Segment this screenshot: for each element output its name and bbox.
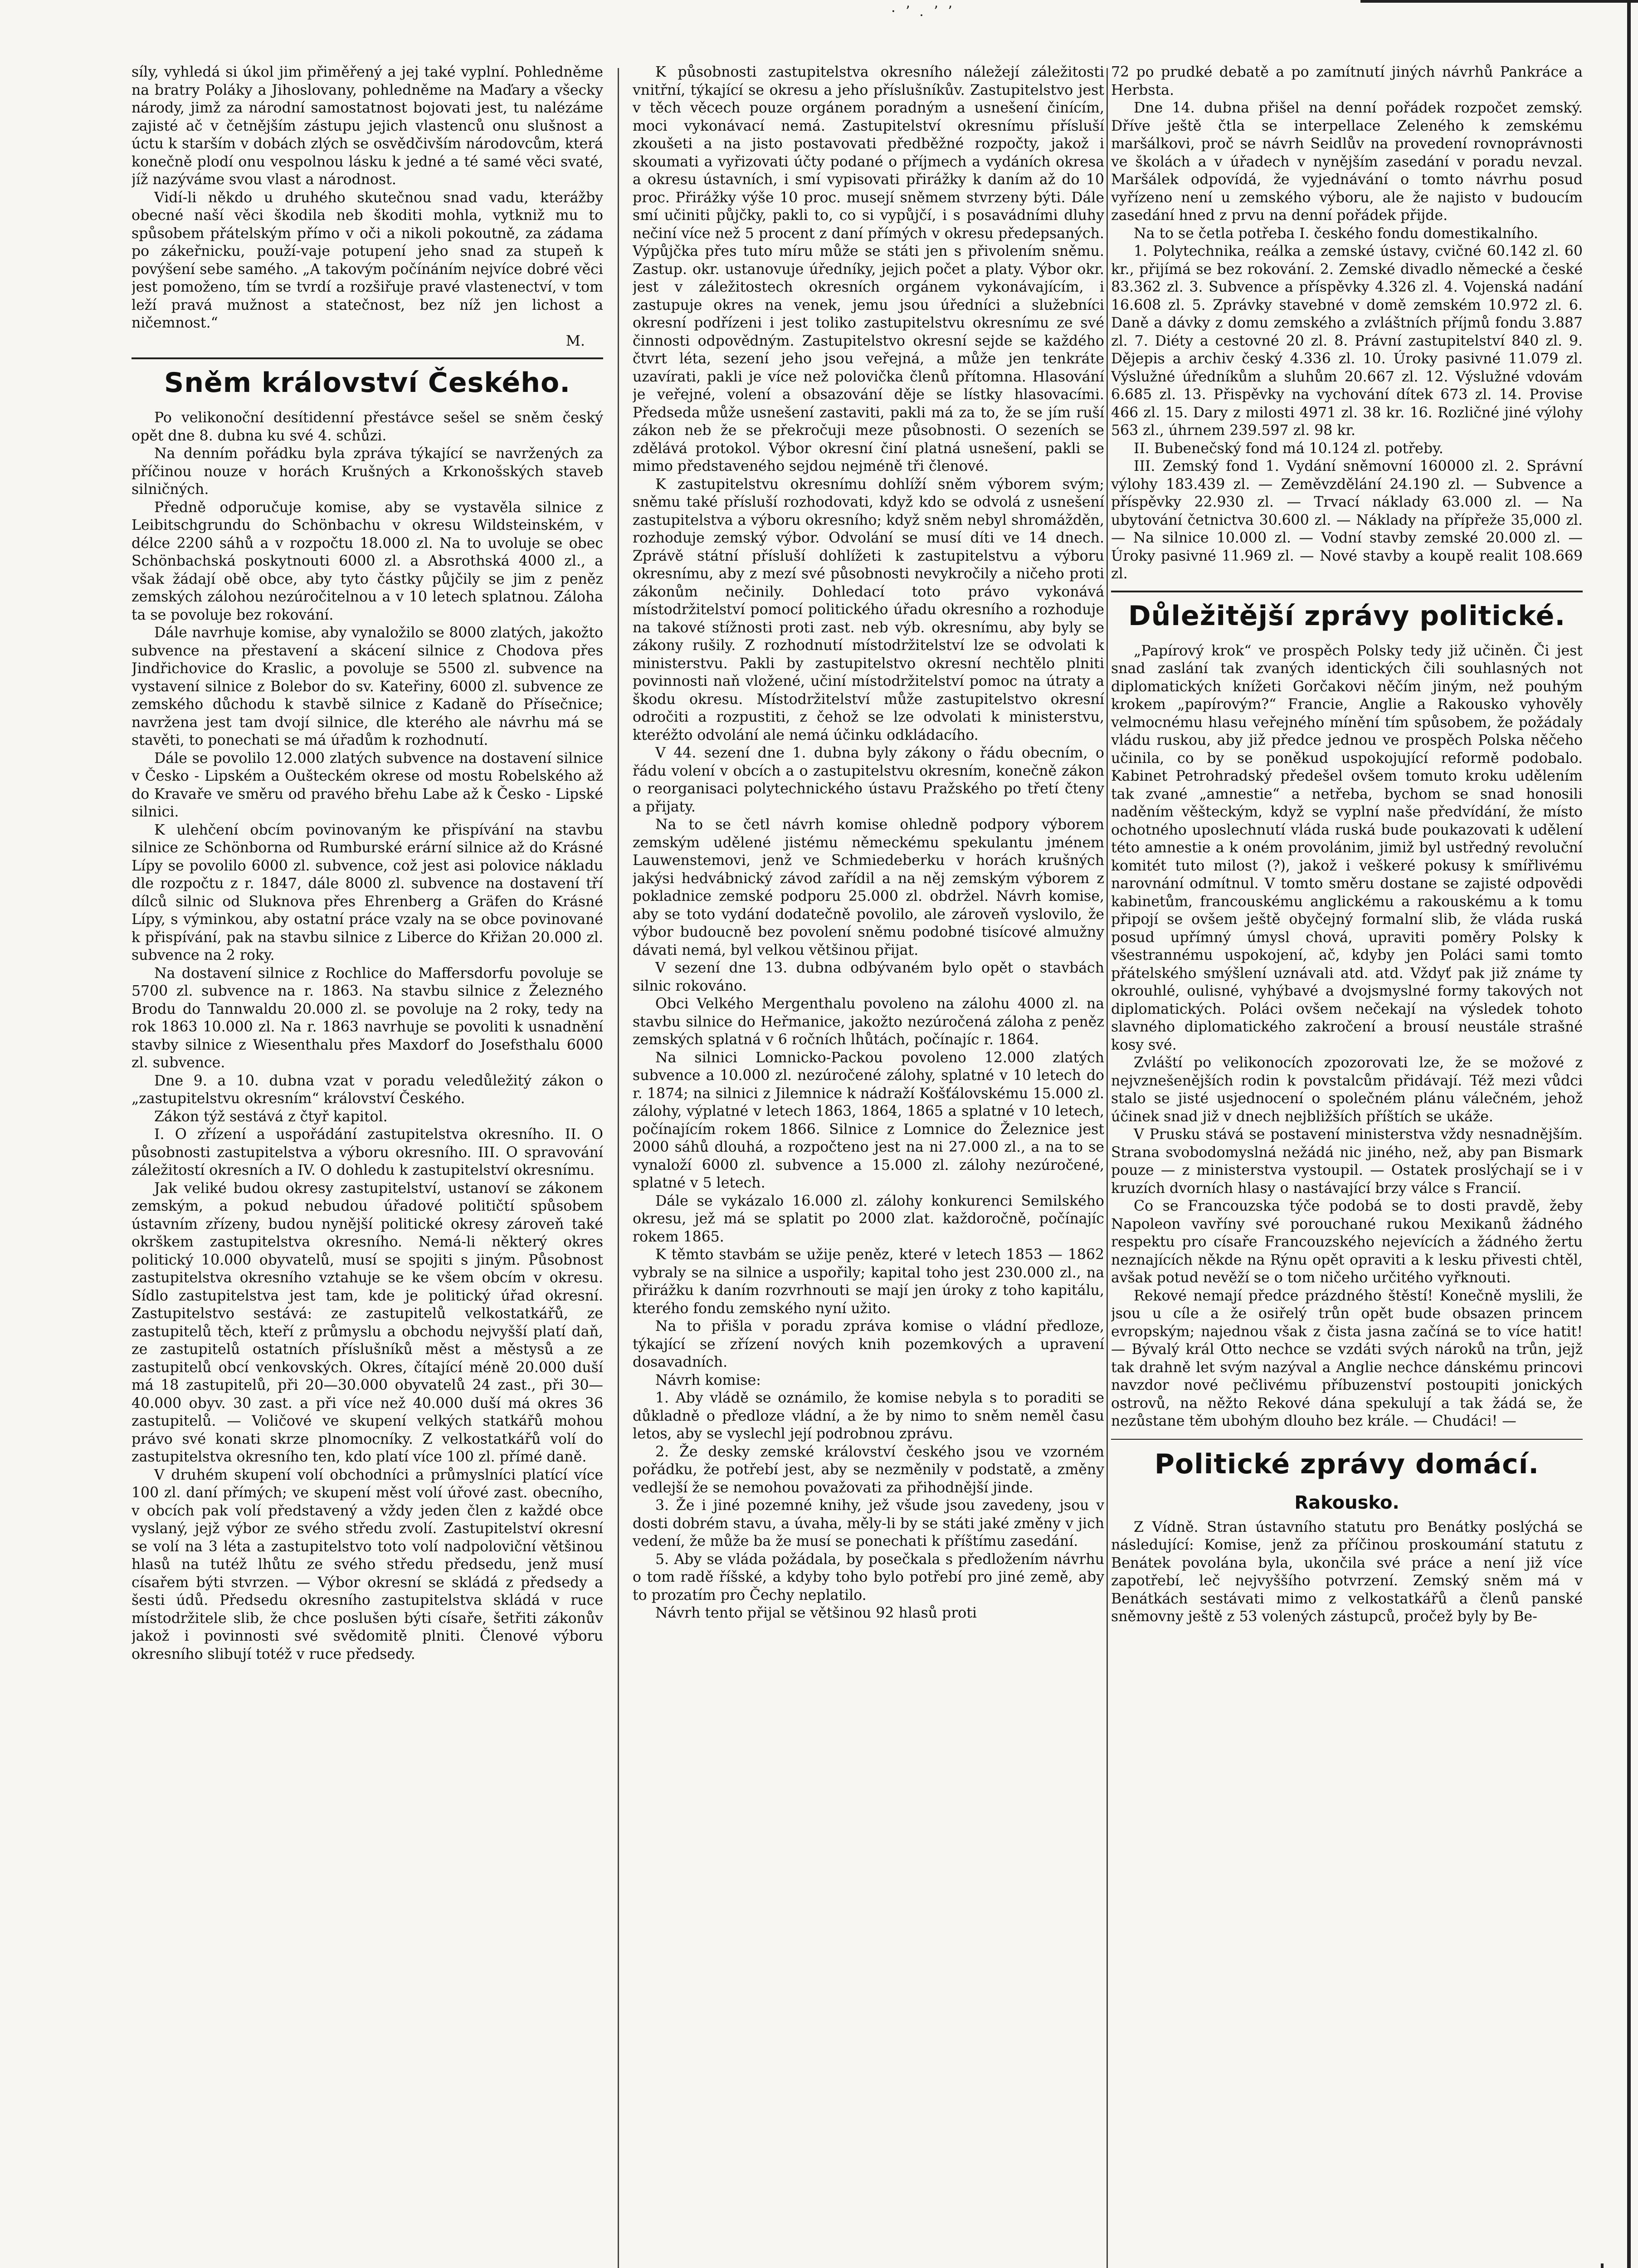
headline-domaci: Politické zprávy domácí. [1154,1448,1540,1480]
col2-paragraph: K těmto stavbám se užije peněz, které v letech 1853 — 1862 vybraly se na silnice a uspořily; kapital toho jest 230.000 zl., na přirážku k daním rozvrhnouti se mají jen úroky z toho kapitálu, kterého fondu zemského nyní užito. [633,1246,1104,1317]
col1-paragraph: V druhém skupení volí obchodníci a průmyslníci platící více 100 zl. daní přímých; ve skupení měst volí úřové zast. obecního, v obcích pak volí představený a vždy jeden člen z každé obce vyslaný, jejž výbor ze svého středu zvolí. Zastupitelství okresní se volí na 3 léta a zastupitelstvo toto volí nadpoloviční většinou hlasů na tutéž lhůtu ze svého středu předsedu, jenž musí císařem býti stvrzen. — Výbor okresní se skládá z předsedy a šesti údů. Předsedu okresního zastupitelstva skládá v ruce místodržitele slib, že chce poslušen býti císaře, šetřiti zákonův jakož i povinnosti své svědomitě plniti. Členové výboru okresního slibují totéž v ruce předsedy. [132,1466,603,1662]
col1-paragraph: Dále se povolilo 12.000 zlatých subvence na dostavení silnice v Česko - Lipském a Oušteckém okrese od mostu Robelského až do Kravaře ve směru od pravého břehu Labe až k Česko - Lipské silnici. [132,750,603,820]
col2-paragraph: Na to se četl návrh komise ohledně podpory výborem zemským udělené jistému německému spekulantu jménem Lauwenstemovi, jenž ve Schmiedeberku v horách krušných jakýsi hedvábnický závod zařídil a na něj zemským výborem z pokladnice zemské podporu 25.000 zl. obdržel. Návrh komise, aby se toto vydání dodatečně povolilo, ale zároveň vyslovilo, že výbor budoucně bez povolení sněmu podobné tisícové almužny dávati nemá, byl velkou většinou přijat. [633,816,1104,958]
col2-paragraph: V sezení dne 13. dubna odbývaném bylo opět o stavbách silnic rokováno. [633,960,1104,994]
col3-paragraph: Z Vídně. Stran ústavního statutu pro Benátky poslýchá se následující: Komise, jenž za příčinou proskoumání statutu z Benátek povolána byla, ukončila své práce a není již více zapotřebí, leč nejvyššího potvrzení. Zemský sněm má v Benátkách sestávati mimo z velkostatkářů a členů panské sněmovny ještě z 53 volených zástupců, pročež byly by Be- [1111,1519,1583,1625]
col2-paragraph: 5. Aby se vláda požádala, by posečkala s předložením návrhu o tom radě říšské, a kdyby toho bylo potřebí pro jiné země, aby to prozatím pro Čechy neplatilo. [633,1551,1104,1603]
column-3 [1111,64,1583,2268]
col2-paragraph: 3. Že i jiné pozemné knihy, jež všude jsou zavedeny, jsou v dosti dobrém stavu, a úvaha, měly-li by se státi jaké změny v jich vedení, že může ba že musí se ponechati k příštímu zasedání. [633,1497,1104,1549]
col3-paragraph: Co se Francouzska týče podobá se to dosti pravdě, žeby Napoleon vavříny své porouchané rukou Mexikanů žádného respektu pro císaře Francouzského nejevících a žádného žertu neznajících někde na Rýnu opět opraviti a k lesku přivesti chtěl, avšak potud nevěží se o tom ničeho určitého vyřknouti. [1111,1198,1583,1286]
col1-paragraph: Předně odporučuje komise, aby se vystavěla silnice z Leibitschgrundu do Schönbachu v okresu Wildsteinském, v délce 2200 sáhů a v rozpočtu 18.000 zl. Na to uvoluje se obec Schönbachská poskytnouti 6000 zl. a Absrothská 4000 zl., a však žádají obě obce, aby tyto částky půjčily se jim z peněz zemských zálohou nezúročitelnou a v 10 letech splatnou. Záloha ta se povoluje bez rokování. [132,499,603,623]
col3-paragraph: Rekové nemají předce prázdného štěstí! Konečně myslili, že jsou u cíle a že osiřelý trůn opět bude obsazen princem evropským; najednou však z čista jasna začíná se to více hatit! — Bývalý král Otto nechce se vzdáti svých nároků na trůn, jejž tak drahně let svým nazýval a Anglie nechce dánskému princovi navzdor nové pečlivému příbuzenství postoupiti jonických ostrovů, na něžto Rekové dána spekulují a tak žádá se, že nezůstane těm ubohým dlouho bez krále. — Chudáci! — [1111,1287,1583,1429]
col2-paragraph: Návrh tento přijal se většinou 92 hlasů proti [655,1605,977,1621]
col1-paragraph: I. O zřízení a uspořádání zastupitelstva okresního. II. O působnosti zastupitelstva a výboru okresního. III. O spravování záležitostí okresních a IV. O dohledu k zastupitelství okresnímu. [132,1126,603,1178]
col3-paragraph: 1. Polytechnika, reálka a zemské ústavy, cvičné 60.142 zl. 60 kr., přijímá se bez rokování. 2. Zemské divadlo německé a české 83.362 zl. 3. Subvence a příspěvky 4.326 zl. 4. Vojenská nadání 16.608 zl. 5. Zprávky stavebné v domě zemském 10.972 zl. 6. Daně a dávky z domu zemského a zvláštních příjmů fondu 3.887 zl. 7. Diéty a cestovné 20 zl. 8. Právní zastupitelství 840 zl. 9. Dějepis a archiv český 4.336 zl. 10. Úroky pasivné 11.079 zl. Výslužné úředníkům a sluhům 20.667 zl. 12. Výslužné vdovám 6.685 zl. 13. Přispěvky na vychování dítek 673 zl. 14. Provise 466 zl. 15. Dary z milosti 4971 zl. 38 kr. 16. Rozličné jiné výlohy 563 zl., úhrnem 239.597 zl. 98 kr. [1111,243,1583,439]
col2-paragraph: Návrh komise: [655,1372,761,1388]
page-marker: · ʼ . ʼ ʼ [891,4,955,20]
column-1 [132,64,603,2268]
col2-paragraph: K zastupitelstvu okresnímu dohlíží sněm výborem svým; sněmu také přísluší rozhodovati, když kdo se odvolá z usnešení zastupitelstva a výboru okresního; když sněm nebyl shromážděn, rozhoduje zemský výbor. Odvolání se musí díti ve 14 dnech. Zprávě státní přísluší dohlížeti k zastupitelstvu a výboru okresnímu, aby z mezí své působnosti nevykročily a ničeho proti zákonům nečinily. Dohledací toto právo vykonává místodržitelství pomocí politického úřadu okresního a rozhoduje na takové stížnosti proti zast. neb výb. okresnímu, aby byly se zákony rušily. Z rozhodnutí místodržitelství lze se odvolati k ministerstvu. Pakli by zastupitelstvo okresní nechtělo plniti povinnosti naň vložené, učiní místodržitelství pomoc na útraty a škodu okresu. Místodržitelství může zastupitelstvo okresní odročiti a rozpustiti, z čehož se lze odvolati k ministerstvu, kteréžto odvolání ale nemá účinku odkládacího. [633,476,1104,743]
subhead-rakousko: Rakousko. [1294,1492,1399,1513]
col1-paragraph: Na dostavení silnice z Rochlice do Maffersdorfu povoluje se 5700 zl. subvence na r. 1863. Na stavbu silnice z Železného Brodu do Tannwaldu 20.000 zl. se povoluje na 2 roky, tedy na rok 1863 10.000 zl. Na r. 1863 navrhuje se povoliti k usnadnění stavby silnice z Wiesenthalu přes Maxdorf do Josefsthalu 6000 zl. subvence. [132,965,603,1071]
col2-paragraph: Na to přišla v poradu zpráva komise o vládní předloze, týkající se zřízení nových knih pozemkových a upravení dosavadních. [633,1318,1104,1370]
col2-paragraph: Na silnici Lomnicko-Packou povoleno 12.000 zlatých subvence a 10.000 zl. nezúročené zálohy, splatné v 10 letech do r. 1874; na silnici z Jilemnice k nádraží Košťálovskému 15.000 zl. zálohy, výplatné v letech 1863, 1864, 1865 a splatné v 10 letech, počínajícím rokem 1866. Silnice z Lomnice do Železnice jest 2000 sáhů dlouhá, a rozpočteno jest na ni 27.000 zl., a na to se vynaloží 6000 zl. subvence a 15.000 zl. zálohy nezúročené, splatné v 5 letech. [633,1049,1104,1191]
col1-paragraph: Na denním pořádku byla zpráva týkající se navržených za příčinou nouze v horách Krušných a Krkonošských staveb silničných. [132,445,603,498]
column-rule-1 [618,68,619,2268]
col1-paragraph: Zákon týž sestává z čtyř kapitol. [154,1108,388,1125]
col2-paragraph: 1. Aby vládě se oznámilo, že komise nebyla s to poraditi se důkladně o předloze vládní, a že by nimo to sněm neměl času letos, aby se vyslechl její podrobnou zprávu. [633,1390,1104,1442]
col3-paragraph: II. Bubenečský fond má 10.124 zl. potřeby. [1134,440,1443,457]
column-2 [633,64,1104,2268]
col3-paragraph: V Prusku stává se postavení ministerstva vždy nesnadnějším. Strana svobodomyslná nežádá nic jiného, než, aby pan Bismark pouze — z ministerstva vystoupil. — Ostatek proslýchají se i v kruzích dvorních hlasy o nastávající brzy válce s Francií. [1111,1126,1583,1197]
col1-intro-paragraph: Vidí-li někdo u druhého skutečnou snad vadu, kterážby obecné naší věci škodila neb škoditi mohla, vytkniž mu to spůsobem přátelským přímo v oči a nikoli pokoutně, za zádama po zákeřnicku, použí-vaje potupení jeho snad za stupeň k povýšení sebe samého. „A takovým počínáním nejvíce dobré věci jest pomoženo, tím se tvrdí a rozšiřuje pravé vlastenectví, v tom leží pravá mužnost a statečnost, bez níž jen lichost a ničemnost.“ [132,189,603,331]
col2-paragraph: Obci Velkého Mergenthalu povoleno na zálohu 4000 zl. na stavbu silnice do Heřmanice, jakožto nezúročená záloha z peněz zemských splatná v 6 ročních lhůtách, počínajíc r. 1864. [633,996,1104,1048]
col3-paragraph: III. Zemský fond 1. Vydání sněmovní 160000 zl. 2. Správní výlohy 183.439 zl. — Zeměvzdělání 24.190 zl. — Subvence a příspěvky 22.930 zl. — Trvací náklady 63.000 zl. — Na ubytování četnictva 30.600 zl. — Náklady na přípřeže 35,000 zl. — Na silnice 10.000 zl. — Vodní stavby zemské 20.000 zl. — Úroky pasivné 11.969 zl. — Nové stavby a koupě realit 108.669 zl. [1111,458,1583,582]
col2-paragraph: K působnosti zastupitelstva okresního náležejí záležitosti vnitřní, týkající se okresu a jeho příslušníkův. Zastupitelstvo jest v těch věcech pouze orgánem poradným a usnešení činícím, moci vykonávací nemá. Zastupitelství okresnímu přísluší zkoušeti a na jisto postavovati předběžné rozpočty, jakož i skoumati a vyřizovati účty podané o příjmech a vydáních okresa a okresu ústavních, i smí vypisovati přirážky k daním až do 10 proc. Přirážky výše 10 proc. musejí sněmem stvrzeny býti. Dále smí učiniti půjčky, pakli to, co si vypůjčí, i s posavádními dluhy nečiní více než 5 procent z daní přímých v okresu předepsaných. Výpůjčka přes tuto míru může se státi jen s přivolením sněmu. Zastup. okr. ustanovuje úředníky, jejich počet a platy. Výbor okr. jest v záležitostech okresních orgánem vykonávajícím, i zastupuje okres na venek, jemu jsou úředníci a služebníci okresní podřízeni i jest toliko zastupitelstvu okresnímu ze své činnosti odpovědným. Zastupitelstvo okresní sejde se každého čtvrt léta, sezení jeho jsou veřejná, a může jen tenkráte uzavírati, pakli je více než polovička členů přítomna. Hlasování je veřejné, volení a obsazování děje se lístky hlasovacími. Předseda může usnešení zastaviti, pakli má za to, že se jím ruší zákon neb že se překročuji meze působnosti. O sezeních se zdělává protokol. Výbor okresní činí platná usnešení, pakli se mimo představeného sejdou nejméně tři členové. [633,64,1104,474]
col2-paragraph: 2. Že desky zemské království českého jsou ve vzorném pořádku, že potřebí jest, aby se nezměnily v podstatě, a změny vedlejší že se nemohou považovati za přihodnější jinde. [633,1443,1104,1496]
col1-paragraph: Po velikonoční desítidenní přestávce sešel se sněm český opět dne 8. dubna ku své 4. schůzi. [132,410,603,444]
col1-paragraph: Jak veliké budou okresy zastupitelství, ustanoví se zákonem zemským, a pokud nebudou úřadové političtí spůsobem ústavním zřízeny, budou nynější politické okresy zároveň také okrškem zastupitelstva okresního. Nemá-li některý okres politický 10.000 obyvatelů, musí se spojiti s jiným. Působnost zastupitelstva okresního vztahuje se ke všem obcím v okresu. Sídlo zastupitelstva jest tam, kde je politický úřad okresní. Zastupitelstvo sestává: ze zastupitelů velkostatkářů, ze zastupitelů těch, kteří z průmyslu a obchodu nejvyšší platí daň, ze zastupitelů ostatních příslušníků měst a městysů a ze zastupitelů obcí venkovských. Okres, čítající méně 20.000 duší má 18 zastupitelů, při 20—30.000 obyvatelů 24 zast., při 30—40.000 obyv. 30 zast. a při více než 40.000 duší má okres 36 zastupitelů. — Voličové ve skupení velkých statkářů mohou právo své konati skrze plnomocníky. Z velkostatkářů volí do zastupitelstva okresního ten, kdo platí více 100 zl. přímé daně. [132,1180,603,1465]
col1-paragraph: Dne 9. a 10. dubna vzat v poradu veledůležitý zákon o „zastupitelstvu okresním“ království Českého. [132,1072,603,1107]
headline-dulezitejsi: Důležitější zprávy politické. [1128,600,1566,632]
col1-intro-paragraph: síly, vyhledá si úkol jim přiměřený a jej také vyplní. Pohledněme na bratry Poláky a Jihoslovany, pohledněme na Maďary a všecky národy, jimž za národní samostatnost bojovati jest, tu nalézáme zajisté ač v četnějším zástupu jejich vlastenců onu slušnost a úctu k starším v dobách zlých se osvědčivším národovcům, která konečně plodí onu vespolnou lásku k jedné a té samé věci svaté, jíž nazýváme svou vlast a národnost. [132,64,603,188]
col3-paragraph: Zvláští po velikonocích zpozorovati lze, že se možové z nejvznešenějších rodin k povstalcům přidávají. Též mezi vůdci stalo se jisté usjednocení o společném plánu válečném, jehož účinek snad již v dnech nejbližších příštích se ukáže. [1111,1055,1583,1125]
corner-mark [1601,2263,1604,2268]
column-rule-2 [1107,68,1108,2268]
col2-paragraph: V 44. sezení dne 1. dubna byly zákony o řádu obecním, o řádu volení v obcích a o zastupitelstvu okresním, konečně zákon o reorganisaci polytechnického ústavu Pražského po třetí čteny a přijaty. [633,745,1104,815]
col3-paragraph: Dne 14. dubna přišel na denní pořádek rozpočet zemský. Dříve ještě čtla se interpellace Zeleného k zemskému maršálkovi, proč se návrh Seidlův na provedení rovnoprávnosti ve školách a v úřadech v nynějším zasedání v poradu nevzal. Maršálek odpovídá, že vyjednávání o tomto návrhu posud vyřízeno není u zemského výboru, ale že najisto v budoucím zasedání hned z prvu na denní pořádek přijde. [1111,100,1583,224]
col3-paragraph: Na to se četla potřeba I. českého fondu domestikalního. [1134,225,1538,242]
col3-paragraph: 72 po prudké debatě a po zamítnutí jiných návrhů Pankráce a Herbsta. [1111,64,1583,98]
section-divider [1111,1439,1583,1440]
headline-snem: Sněm království Českého. [164,367,571,399]
section-divider [132,357,603,359]
col2-paragraph: Dále se vykázalo 16.000 zl. zálohy konkurenci Semilského okresu, jež má se splatit po 2000 zlat. každoročně, počínajíc rokem 1865. [633,1193,1104,1245]
page-edge-frame [1627,0,1631,2268]
col3-paragraph: „Papírový krok“ ve prospěch Polsky tedy již učiněn. Či jest snad zaslání tak zvaných identických čili souhlasných not diplomatických knížeti Gorčakovi něčím jiným, než pouhým krokem „papírovým?“ Francie, Anglie a Rakousko vyhověly velmocnému hlasu veřejného mínění tím spůsobem, že požádaly vládu ruskou, aby již předce jednou ve prospěch Polska něčeho učinila, co by se poněkud uspokojující reformě podobalo. Kabinet Petrohradský předešel ovšem tomuto kroku udělením tak zvané „amnestie“ a netřeba, bychom se snad honosili naděním věšteckým, když se vyplní naše předvídání, že místo ochotného uposlechnutí vláda ruská bude poukazovati k udělení této amnestie a k oném provolánim, jimiž byl ustředný revoluční komitét tuto milost (?), jakož i veškeré pokusy k smířlivému narovnání odmítnul. V tomto směru dostane se zajisté odpovědi kabinetům, francouskému anglickému a rakouskému a k tomu připojí se ovšem ještě obyčejný formalní slib, že vláda ruská posud upřímný úmysl chová, upraviti poměry Polsky k všestrannému uspokojení, ač, kdyby jen Poláci sami tomto přátelského smýšlení uznávali atd. atd. Vždyť pak již známe ty okrouhlé, oulisné, vyhýbavé a dvojsmyslné formy takových not diplomatických. Poláci ovšem nečekají na výsledek tohoto slavného diplomatického zakročení a brousí neustále strašné kosy své. [1111,642,1583,1053]
col1-paragraph: Dále navrhuje komise, aby vynaložilo se 8000 zlatých, jakožto subvence na přestavení a skácení silnice z Chodova přes Jindřichovice do Kraslic, a povoluje se 5500 zl. subvence na vystavení silnice z Bolebor do sv. Kateřiny, 6000 zl. subvence ze zemského důchodu k stavbě silnice z Kadaně do Přísečnice; navržena jest tam dvojí silnice, dle kterého ale návrhu má se stavěti, to ponechati se má úřadům k rozhodnutí. [132,625,603,748]
page-top-frame [1360,0,1638,3]
intro-signature: M. [566,332,585,349]
col1-paragraph: K ulehčení obcím povinovaným ke přispívání na stavbu silnice ze Schönborna od Rumburské erární silnice až do Krásné Lípy se povolilo 6000 zl. subvence, což jest asi polovice nákladu dle rozpočtu z r. 1847, dále 8000 zl. subvence na dostavení tří dílců silnic od Sluknova přes Ehrenberg a Gräfen do Krásné Lípy, s výminkou, aby ostatní práce vzaly na se obce povinované k přispívání, pak na stavbu silnice z Liberce do Křižan 20.000 zl. subvence na 2 roky. [132,821,603,963]
section-divider [1111,591,1583,592]
